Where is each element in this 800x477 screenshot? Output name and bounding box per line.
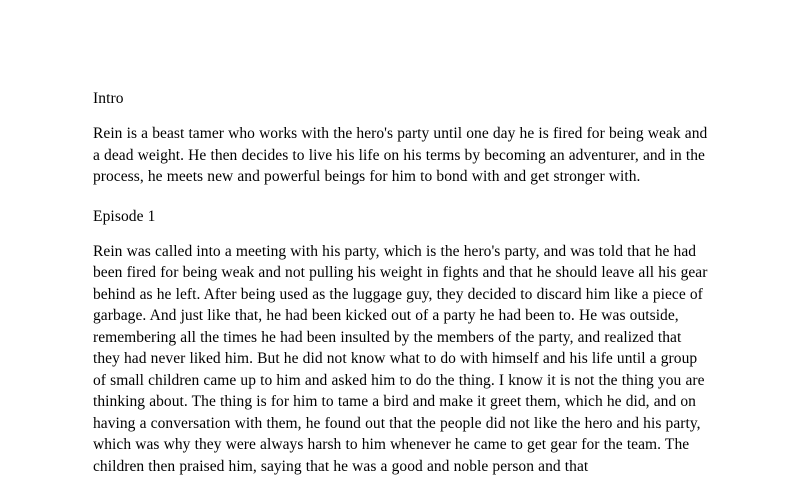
document-body — [93, 88, 708, 477]
section-paragraph-episode-1: Rein was called into a meeting with his party, which is the hero's party, and was told that he had been fired for being weak and not pulling his weight in fights and that he should leave all his gear behind as he left. After being used as the luggage guy, they decided to discard him like a piece of garbage. And just like that, he had been kicked out of a party he had been to. He was outside, remembering all the times he had been insulted by the members of the party, and realized that they had never liked him. But he did not know what to do with himself and his life until a group of small children came up to him and asked him to do the thing. I know it is not the thing you are thinking about. The thing is for him to tame a bird and make it greet them, which he did, and on having a conversation with them, he found out that the people did not like the hero and his party, which was why they were always harsh to him whenever he came to get gear for the team. The children then praised him, saying that he was a good and noble person and that — [93, 241, 708, 477]
section-heading-episode-1: Episode 1 — [93, 206, 708, 227]
section-heading-intro: Intro — [93, 88, 708, 109]
section-paragraph-intro: Rein is a beast tamer who works with the hero's party until one day he is fired for being weak and a dead weight. He then decides to live his life on his terms by becoming an adventurer, and in the process, he meets new and powerful beings for him to bond with and get stronger with. — [93, 123, 708, 188]
